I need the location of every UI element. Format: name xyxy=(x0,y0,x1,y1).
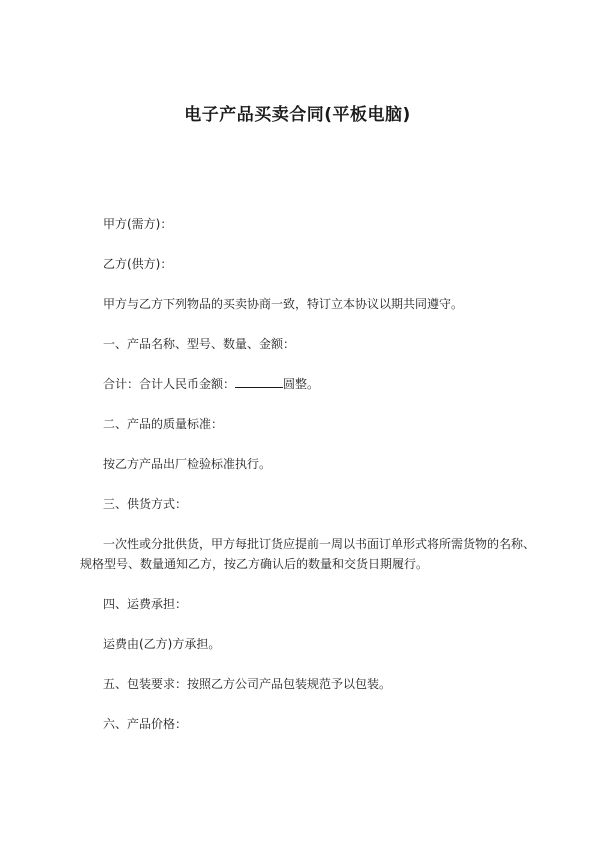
intro-paragraph: 甲方与乙方下列物品的买卖协商一致，特订立本协议以期共同遵守。 xyxy=(103,297,464,311)
section5-line: 五、包装要求：按照乙方公司产品包装规范予以包装。 xyxy=(103,677,392,691)
amount-blank xyxy=(235,376,283,388)
section3-body-line1: 一次性或分批供货，甲方每批订货应提前一周以书面订单形式将所需货物的名称、 xyxy=(103,537,536,551)
document-title: 电子产品买卖合同(平板电脑) xyxy=(184,105,411,125)
section3-body xyxy=(80,534,536,574)
section6-heading: 六、产品价格： xyxy=(103,717,188,731)
party-a-line: 甲方(需方)： xyxy=(103,217,173,231)
section2-heading: 二、产品的质量标准： xyxy=(103,417,224,431)
section4-body: 运费由(乙方)方承担。 xyxy=(103,637,221,651)
section4-heading: 四、运费承担： xyxy=(103,597,188,611)
section1-heading: 一、产品名称、型号、数量、金额： xyxy=(103,337,296,351)
section3-body-line2: 规格型号、数量通知乙方，按乙方确认后的数量和交货日期履行。 xyxy=(80,557,429,571)
party-b-line: 乙方(供方)： xyxy=(103,257,173,271)
section2-body: 按乙方产品出厂检验标准执行。 xyxy=(103,457,272,471)
total-amount-line xyxy=(103,376,319,392)
section3-heading: 三、供货方式： xyxy=(103,497,188,511)
total-suffix: 圆整。 xyxy=(283,377,320,391)
total-prefix: 合计：合计人民币金额： xyxy=(103,377,236,391)
